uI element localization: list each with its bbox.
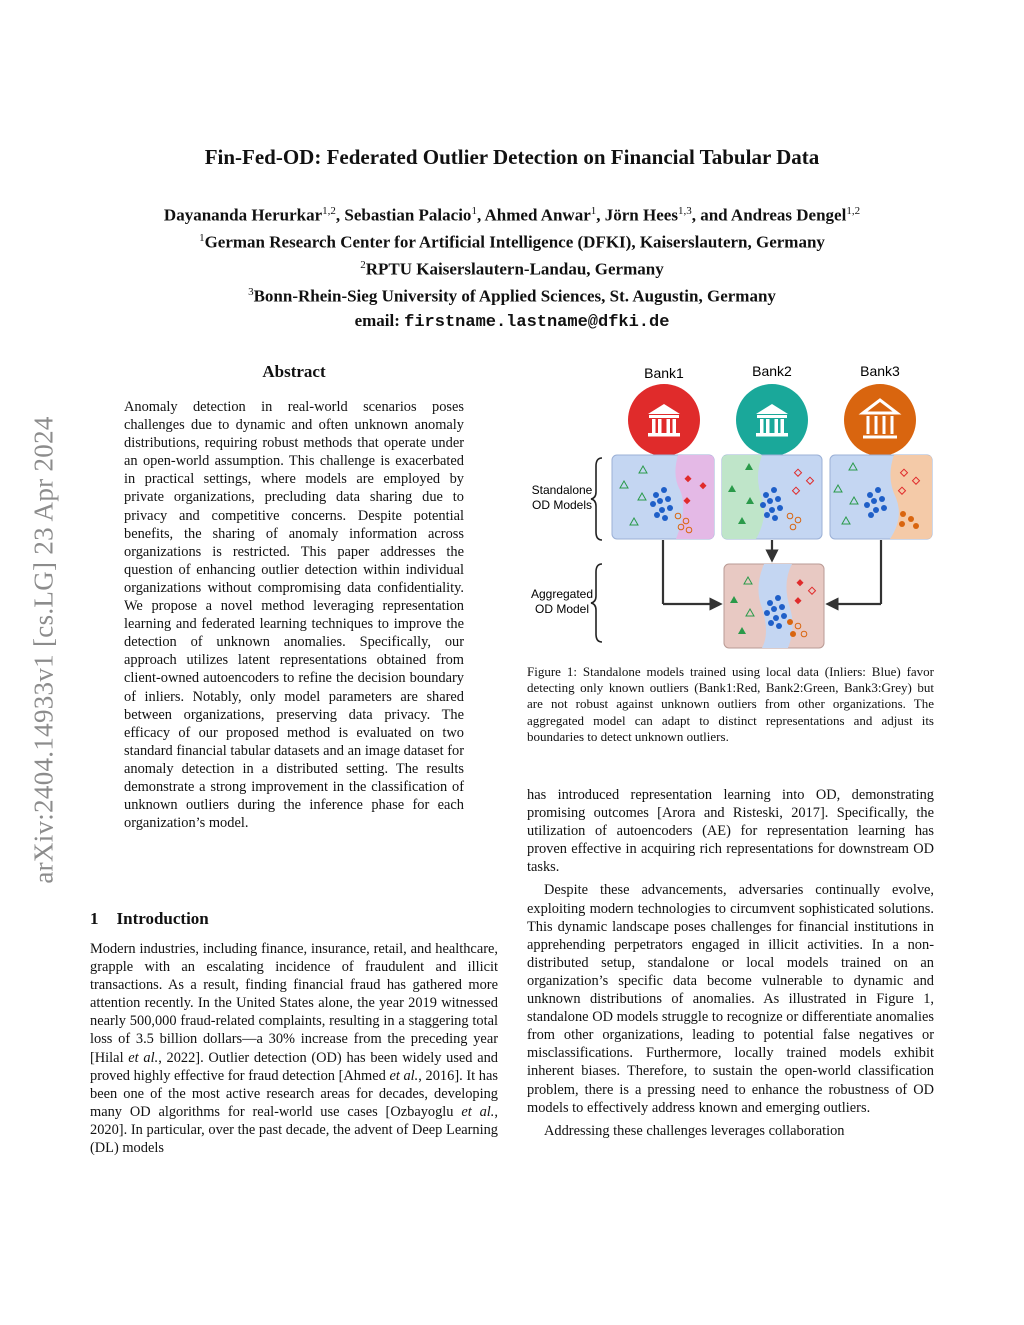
standalone-brace xyxy=(591,458,602,540)
affiliation-2 xyxy=(0,254,1024,281)
affiliation-3 xyxy=(0,281,1024,308)
author-name: Dayananda Herurkar xyxy=(163,205,323,225)
standalone-panel-bank2 xyxy=(722,455,822,539)
affil-sup: 1 xyxy=(199,232,205,245)
aggregated-label-1: Aggregated xyxy=(530,587,594,601)
paragraph: Addressing these challenges leverages collaboration xyxy=(544,1122,845,1139)
bank1-icon xyxy=(628,384,700,456)
affil-sup: 2 xyxy=(360,259,366,272)
bank1-label: Bank1 xyxy=(644,365,684,381)
affiliation-text: RPTU Kaiserslautern-Landau, Germany xyxy=(365,259,664,279)
affiliation-1 xyxy=(0,227,1024,254)
bank3-icon xyxy=(844,384,916,456)
intro-paragraph xyxy=(90,940,498,1157)
bank3-label: Bank3 xyxy=(860,363,900,379)
author-affil-sup: 1,2 xyxy=(846,205,861,217)
section-number: 1 xyxy=(90,909,99,928)
section-heading-introduction xyxy=(90,909,209,929)
affiliation-text: German Research Center for Artificial Intelligence (DFKI), Kaiserslautern, Germany xyxy=(204,232,825,252)
citation-etal: et al. xyxy=(389,1067,419,1084)
author-name: , Sebastian Palacio xyxy=(335,205,472,225)
aggregated-brace xyxy=(591,564,602,642)
paragraph: has introduced representation learning into OD, demonstrating promising outcomes [Arora and Risteski, 2017]. Specifically, the utilization of autoencoders (AE) for representation learning has proven effective in acquiring rich representations for downstream OD tasks. xyxy=(527,787,934,876)
author-block xyxy=(0,200,1024,334)
arxiv-identifier: arXiv:2404.14933v1 [cs.LG] 23 Apr 2024 xyxy=(28,416,59,884)
paper-title: Fin-Fed-OD: Federated Outlier Detection on Financial Tabular Data xyxy=(204,145,820,169)
intro-text: , 2016]. It has been one of the most active research areas for decades, developing many OD algorithms for real-world use cases [Ozbayoglu xyxy=(90,1067,498,1120)
author-affil-sup: 1 xyxy=(590,205,597,217)
standalone-label-2: OD Models xyxy=(531,498,593,512)
aggregated-label-2: OD Model xyxy=(534,602,590,616)
intro-text: , 2020]. In particular, over the past decade, the advent of Deep Learning (DL) models xyxy=(90,1103,499,1157)
standalone-label-1: Standalone xyxy=(531,483,593,497)
citation-etal: et al. xyxy=(461,1103,495,1120)
author-line xyxy=(0,200,1024,227)
affiliation-text: Bonn-Rhein-Sieg University of Applied Sciences, St. Augustin, Germany xyxy=(253,287,776,307)
figure-1 xyxy=(526,358,936,658)
email-label: email: xyxy=(354,310,405,330)
author-affil-sup: 1,2 xyxy=(322,205,336,217)
abstract-body: Anomaly detection in real-world scenarios poses challenges due to dynamic and often unknown anomaly distributions, requiring robust methods that operate under an open-world assumption. This challenge is exacerbated in practical settings, where models are employed by private organizations, precluding data sharing due to privacy and competitive concerns. Despite potential benefits, the sharing of anomaly information across organizations is restricted. This paper addresses the question of enhancing outlier detection within individual organizations without compromising data confidentiality. We propose a novel method leveraging representation learning and federated learning techniques to improve the detection of unknown anomalies. Specifically, our approach utilizes latent representations obtained from client-owned autoencoders to refine the decision boundary of inliers. Notably, only model parameters are shared between organizations, preserving data privacy. The efficacy of our proposed method is evaluated on two standard financial tabular datasets and an image dataset for anomaly detection in a distributed setting. The results demonstrate a strong improvement in the classification of unknown outliers during the inference phase for each organization’s model. xyxy=(124,399,464,832)
bank2-icon xyxy=(736,384,808,456)
aggregated-panel xyxy=(724,564,824,648)
intro-text: Modern industries, including finance, insurance, retail, and healthcare, grapple with an escalating incidence of fraudulent and illicit transactions. As a result, finding financial fraud has gathered more attention recently. In the United States alone, the year 2019 witnessed nearly 500,000 fraud-related complaints, resulting in a staggering total loss of 3.5 billion dollars—a 30% increase from the preceding year [Hilal xyxy=(90,941,498,1066)
author-affil-sup: 1 xyxy=(471,205,477,217)
author-name: , Jörn Hees xyxy=(596,205,678,225)
citation-etal: et al. xyxy=(128,1049,159,1066)
standalone-panel-bank3 xyxy=(830,455,932,539)
paragraph: Despite these advancements, adversaries continually evolve, exploiting modern technologies to circumvent sophisticated solutions. This dynamic landscape poses challenges for financial institutions in apprehending perpetrators engaged in illicit activities. In a non-distributed setup, standalone or local models trained on an organization’s specific data become vulnerable to dynamic and unknown distributions of anomalies. As illustrated in Figure 1, standalone OD models struggle to recognize or differentiate anomalies from other organizations, leading to potential false negatives or misclassifications. Furthermore, locally trained models exhibit inherent biases. Therefore, to sustain the open-world classification problem, there is a pressing need to enhance the robustness of OD models to effectively address known and emerging outliers. xyxy=(527,882,934,1116)
standalone-panel-bank1 xyxy=(612,455,714,539)
intro-text: , 2022]. Outlier detection (OD) has been widely used and proved highly effective for fraud detection [Ahmed xyxy=(90,1049,498,1084)
author-name: , and Andreas Dengel xyxy=(691,205,847,225)
section-title: Introduction xyxy=(116,909,209,928)
affil-sup: 3 xyxy=(248,286,254,299)
author-name: , Ahmed Anwar xyxy=(476,205,591,225)
right-column-text xyxy=(527,786,934,1140)
email-address: firstname.lastname@dfki.de xyxy=(404,312,670,332)
abstract-heading: Abstract xyxy=(262,362,326,381)
figure-1-diagram xyxy=(526,358,936,658)
bank2-label: Bank2 xyxy=(752,363,792,379)
author-affil-sup: 1,3 xyxy=(677,205,692,217)
figure-1-caption: Figure 1: Standalone models trained using local data (Inliers: Blue) favor detecting only known outliers (Bank1:Red, Bank2:Green, Bank3:Grey) but are not robust against unknown outliers from other organizations. The aggregated model can adapt to distinct representations and adjust its boundaries to detect unknown outliers. xyxy=(527,664,934,744)
email-line xyxy=(0,309,1024,335)
